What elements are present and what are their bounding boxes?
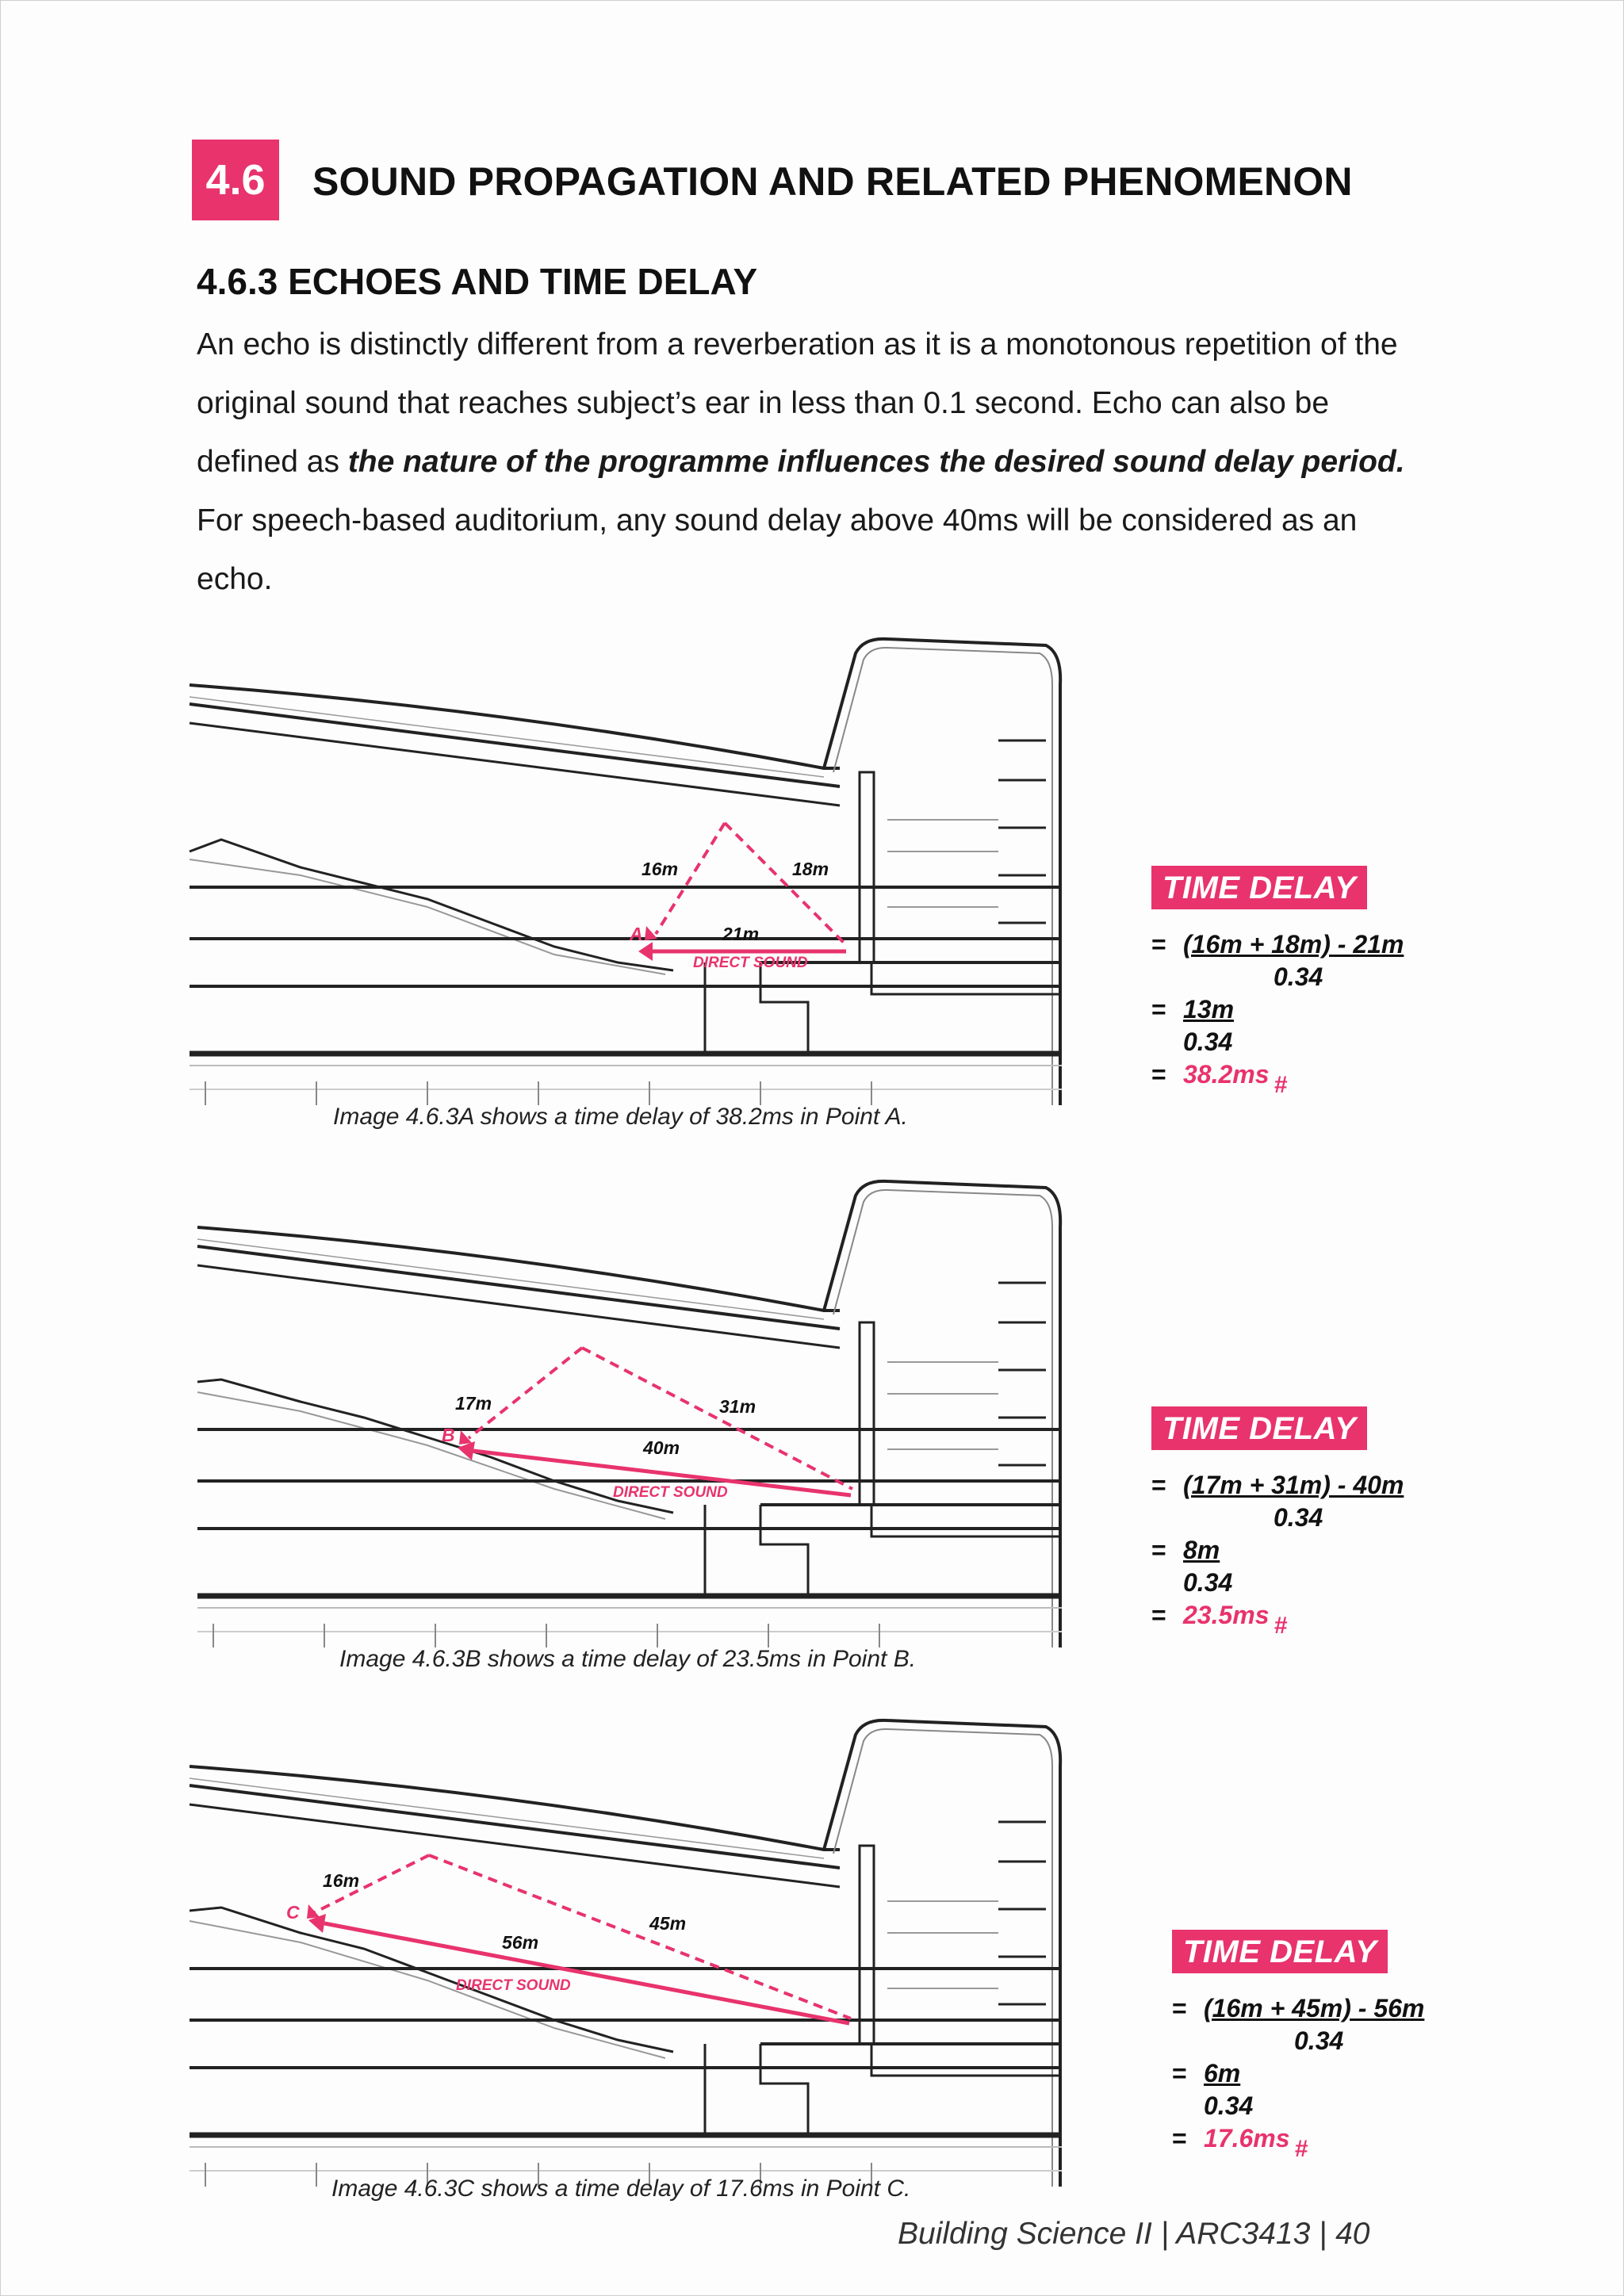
- direct-length-label: 40m: [643, 1437, 680, 1458]
- time-delay-calc-b: [1151, 1406, 1484, 1639]
- body-text-part2: For speech-based auditorium, any sound delay above 40ms will be considered as an echo.: [197, 503, 1358, 596]
- section-diagram-b: [189, 1164, 1063, 1647]
- reflect-length-1-label: 17m: [455, 1393, 492, 1414]
- caption-b: Image 4.6.3B shows a time delay of 23.5ms in Point B.: [339, 1646, 917, 1672]
- time-delay-badge: TIME DELAY: [1151, 1406, 1367, 1450]
- calc-denominator: 0.34: [1274, 1503, 1323, 1532]
- body-text-emphasis: the nature of the programme influences the desired sound delay period.: [347, 445, 1405, 479]
- caption-a: Image 4.6.3A shows a time delay of 38.2ms in Point A.: [333, 1104, 908, 1130]
- equals-sign: =: [1151, 995, 1166, 1024]
- acoustic-paths: [307, 1855, 851, 2023]
- equals-sign: =: [1172, 2059, 1187, 2087]
- calc-result: 38.2ms: [1183, 1060, 1270, 1089]
- equals-sign: =: [1151, 1060, 1166, 1089]
- section-diagram-a: [189, 622, 1063, 1105]
- equals-sign: =: [1172, 2124, 1187, 2152]
- building-section-drawing: [190, 1720, 1062, 2187]
- result-mark: #: [1274, 1613, 1288, 1639]
- calc-numerator: (17m + 31m) - 40m: [1183, 1471, 1404, 1499]
- body-text-part1: An echo is distinctly different from a reverberation as it is a monotonous repetition of the original sound that reaches subject’s ear in less than 0.1 second. Echo can also be defined as: [197, 327, 1398, 479]
- section-title: SOUND PROPAGATION AND RELATED PHENOMENON: [312, 159, 1353, 204]
- reflected-arrowhead: [307, 1904, 320, 1919]
- acoustic-paths: [458, 1348, 852, 1495]
- direct-sound-label: DIRECT SOUND: [456, 1977, 571, 1994]
- calc-result: 23.5ms: [1183, 1601, 1270, 1629]
- calc-numerator-2: 8m: [1183, 1536, 1220, 1564]
- result-mark: #: [1294, 2136, 1308, 2162]
- body-paragraph: [197, 316, 1418, 609]
- equals-sign: =: [1172, 1994, 1187, 2022]
- point-a-label: A: [630, 924, 643, 944]
- direct-length-label: 21m: [722, 924, 760, 944]
- direct-sound-arrowhead: [638, 942, 653, 961]
- reflect-length-2-label: 45m: [649, 1913, 687, 1934]
- reflect-length-1-label: 16m: [642, 859, 679, 879]
- subsection-title: 4.6.3 ECHOES AND TIME DELAY: [197, 261, 758, 302]
- building-section-drawing: [190, 639, 1062, 1105]
- calc-numerator-2: 6m: [1204, 2059, 1241, 2087]
- time-delay-badge: TIME DELAY: [1172, 1930, 1388, 1973]
- page-footer: Building Science II | ARC3413 | 40: [898, 2217, 1370, 2251]
- direct-sound-label: DIRECT SOUND: [613, 1484, 728, 1501]
- section-diagram-c: [189, 1703, 1063, 2187]
- point-c-label: C: [286, 1902, 300, 1923]
- calc-numerator-2: 13m: [1183, 995, 1235, 1024]
- caption-c: Image 4.6.3C shows a time delay of 17.6ms in Point C.: [331, 2175, 911, 2202]
- reflect-length-2-label: 18m: [792, 859, 829, 879]
- calc-numerator: (16m + 45m) - 56m: [1204, 1994, 1425, 2022]
- calc-denominator-2: 0.34: [1204, 2091, 1254, 2120]
- section-number-badge: 4.6: [192, 140, 279, 220]
- calc-denominator-2: 0.34: [1183, 1568, 1233, 1597]
- time-delay-calc-a: [1151, 866, 1484, 1098]
- equals-sign: =: [1151, 1536, 1166, 1564]
- time-delay-calc-c: [1172, 1930, 1505, 2162]
- calc-denominator: 0.34: [1294, 2026, 1344, 2055]
- direct-sound-label: DIRECT SOUND: [693, 955, 808, 971]
- building-section-drawing: [197, 1181, 1062, 1647]
- equals-sign: =: [1151, 1601, 1166, 1629]
- time-delay-badge: TIME DELAY: [1151, 866, 1367, 909]
- reflect-length-1-label: 16m: [323, 1870, 360, 1891]
- calc-result: 17.6ms: [1204, 2124, 1290, 2152]
- reflect-length-2-label: 31m: [719, 1396, 756, 1417]
- point-b-label: B: [442, 1425, 455, 1445]
- equals-sign: =: [1151, 1471, 1166, 1499]
- direct-length-label: 56m: [502, 1932, 539, 1953]
- equals-sign: =: [1151, 930, 1166, 959]
- calc-numerator: (16m + 18m) - 21m: [1183, 930, 1404, 959]
- calc-denominator-2: 0.34: [1183, 1027, 1233, 1056]
- calc-denominator: 0.34: [1274, 962, 1323, 991]
- result-mark: #: [1274, 1072, 1288, 1098]
